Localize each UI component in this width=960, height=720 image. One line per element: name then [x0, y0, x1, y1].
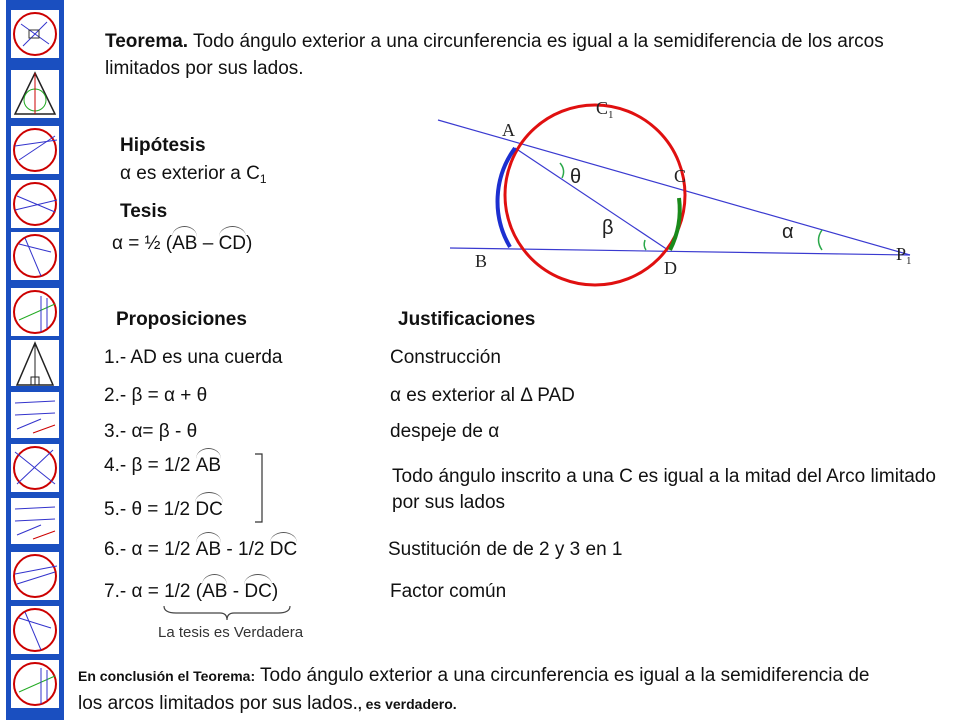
- arc-dc-r5: DC: [195, 499, 223, 520]
- label-b: B: [475, 251, 488, 271]
- brace-under-formula: [162, 604, 292, 622]
- label-p1: $P_1$: [896, 244, 912, 267]
- theorem-label: Teorema.: [105, 31, 189, 52]
- thumb-tangent-1[interactable]: [11, 392, 59, 438]
- theorem-statement: [105, 28, 895, 82]
- thumb-circle-7[interactable]: [11, 552, 59, 600]
- label-alpha: α: [782, 221, 794, 243]
- angle-mark-alpha: [819, 230, 823, 250]
- conclusion-lead: En conclusión el Teorema:: [78, 668, 256, 684]
- arc-ab-r6: AB: [195, 539, 222, 560]
- header-justificaciones: Justificaciones: [398, 309, 536, 330]
- prop-6: 6.- α = 1/2 AB - 1/2 DC: [104, 539, 298, 560]
- label-c: C: [674, 166, 687, 186]
- hypothesis-title: Hipótesis: [120, 135, 206, 156]
- circle-c1: [505, 105, 685, 285]
- thumb-circle-1[interactable]: [11, 10, 59, 58]
- thesis-formula: α = ½ (AB – CD): [112, 233, 253, 254]
- bracket-rows-4-5: [252, 452, 272, 524]
- conclusion: [78, 662, 898, 718]
- thumb-triangle-2[interactable]: [11, 340, 59, 386]
- geometry-diagram: [420, 90, 940, 300]
- arc-cd: CD: [218, 233, 247, 254]
- header-proposiciones: Proposiciones: [116, 309, 247, 330]
- secant-b-p: [450, 248, 910, 255]
- secant-a-p: [438, 120, 910, 255]
- thumb-circle-6[interactable]: [11, 444, 59, 492]
- conclusion-text: Todo ángulo exterior a una circunferencia es igual a la semidiferencia de los arcos limitados por sus lados.: [78, 665, 870, 714]
- just-4-5: Todo ángulo inscrito a una C es igual a la mitad del Arco limitado por sus lados: [392, 466, 936, 513]
- arc-ab-r7: AB: [202, 581, 228, 602]
- prop-3: 3.- α= β - θ: [104, 421, 198, 442]
- thumb-circle-3[interactable]: [11, 180, 59, 228]
- arc-ab: AB: [172, 233, 198, 254]
- theorem-text: Todo ángulo exterior a una circunferencia es igual a la semidiferencia de los arcos limitados por sus lados.: [105, 31, 884, 79]
- thumb-circle-8[interactable]: [11, 606, 59, 654]
- just-2: α es exterior al Δ PAD: [390, 385, 575, 406]
- conclusion-tail: , es verdadero.: [357, 696, 457, 712]
- prop-5: 5.- θ = 1/2 DC: [104, 499, 223, 520]
- hypothesis-text: α es exterior a $C_1$: [120, 163, 267, 186]
- thesis-title: Tesis: [120, 201, 168, 222]
- prop-1: 1.- AD es una cuerda: [104, 347, 283, 368]
- arc-dc-r7: DC: [244, 581, 272, 602]
- angle-mark-beta: [644, 240, 646, 250]
- prop-7: 7.- α = 1/2 (AB - DC): [104, 581, 279, 602]
- label-a: A: [502, 120, 515, 140]
- prop-2: 2.- β = α + θ: [104, 385, 208, 406]
- thumb-circle-2[interactable]: [11, 126, 59, 174]
- arc-dc-r6: DC: [269, 539, 298, 560]
- sidebar: [6, 0, 64, 720]
- label-theta: θ: [570, 166, 582, 188]
- label-d: D: [664, 258, 677, 278]
- thumb-tangent-2[interactable]: [11, 498, 59, 544]
- thumb-circle-5[interactable]: [11, 288, 59, 336]
- arc-ab-r4: AB: [195, 455, 222, 476]
- arc-right: [670, 198, 680, 250]
- brace-note: La tesis es Verdadera: [158, 624, 304, 641]
- thumb-circle-4[interactable]: [11, 232, 59, 280]
- thumb-triangle-1[interactable]: [11, 70, 59, 118]
- just-6: Sustitución de de 2 y 3 en 1: [388, 539, 623, 560]
- label-c1: $C_1$: [596, 98, 614, 121]
- prop-4: 4.- β = 1/2 AB: [104, 455, 222, 476]
- just-7: Factor común: [390, 581, 507, 602]
- thumb-circle-9[interactable]: [11, 660, 59, 708]
- hypothesis-subscript: 1: [259, 172, 267, 186]
- just-3: despeje de α: [390, 421, 500, 442]
- label-beta: β: [602, 217, 614, 239]
- just-1: Construcción: [390, 347, 501, 368]
- angle-mark-theta: [560, 163, 564, 178]
